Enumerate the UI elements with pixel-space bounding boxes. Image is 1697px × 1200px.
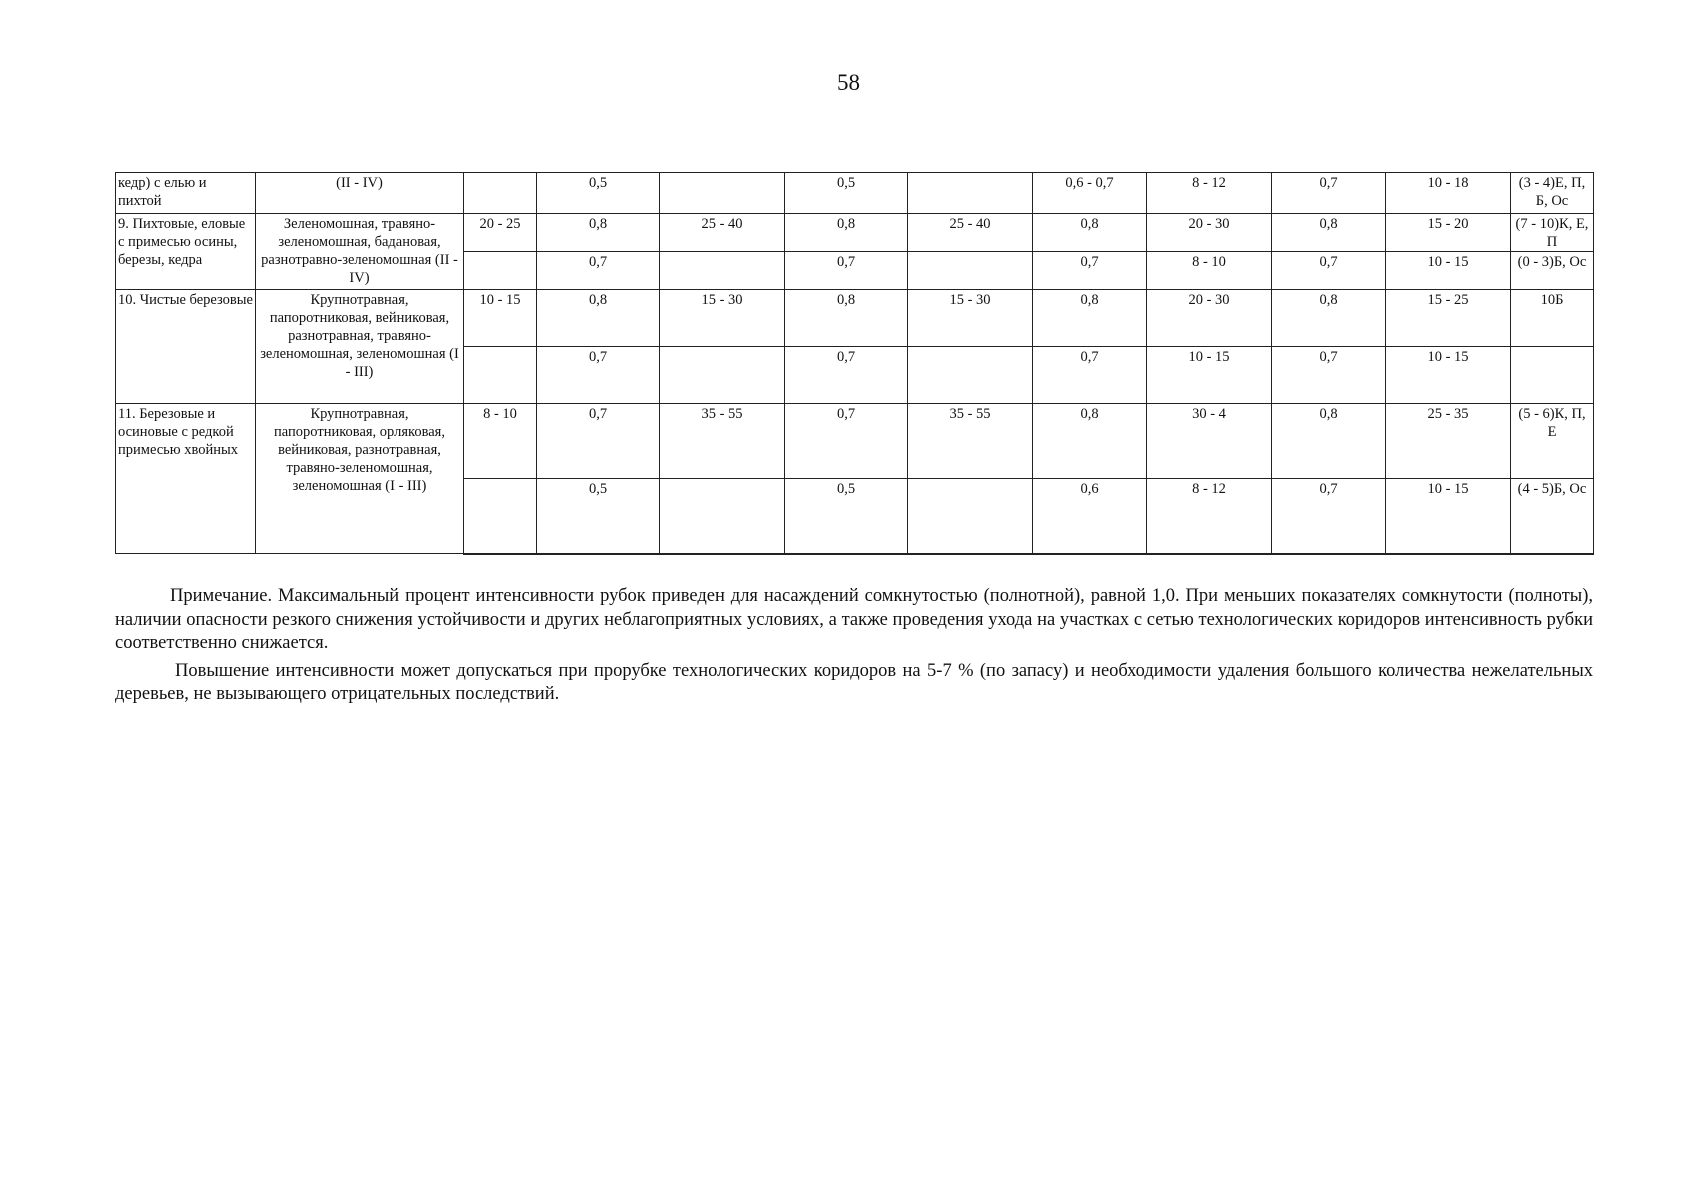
table-cell: 10 - 18 bbox=[1386, 173, 1511, 214]
table-cell: 8 - 10 bbox=[1147, 252, 1272, 290]
table-cell bbox=[660, 252, 785, 290]
table-cell: 8 - 12 bbox=[1147, 173, 1272, 214]
table-cell: 0,7 bbox=[1272, 173, 1386, 214]
table-cell: 10 - 15 bbox=[1386, 347, 1511, 404]
table-cell: 0,7 bbox=[537, 404, 660, 479]
table-cell: 0,8 bbox=[1033, 214, 1147, 252]
table-cell: (0 - 3)Б, Ос bbox=[1511, 252, 1594, 290]
page-number: 58 bbox=[837, 70, 860, 95]
table-cell bbox=[1511, 347, 1594, 404]
table-cell: 25 - 40 bbox=[908, 214, 1033, 252]
table-cell: 0,7 bbox=[785, 347, 908, 404]
table-row bbox=[116, 290, 1594, 347]
table-cell: 20 - 30 bbox=[1147, 214, 1272, 252]
table-cell: 0,5 bbox=[537, 173, 660, 214]
table-cell bbox=[660, 347, 785, 404]
table-cell: 0,8 bbox=[537, 214, 660, 252]
table-note bbox=[115, 585, 1593, 711]
table-cell: 0,8 bbox=[785, 290, 908, 347]
forest-thinning-table bbox=[115, 172, 1594, 555]
table-cell: 10. Чистые березовые bbox=[116, 290, 256, 404]
table-cell: 25 - 40 bbox=[660, 214, 785, 252]
table-cell: 10 - 15 bbox=[1147, 347, 1272, 404]
table-cell: 0,7 bbox=[537, 347, 660, 404]
table-row bbox=[116, 214, 1594, 252]
table-cell: 0,5 bbox=[537, 479, 660, 554]
table-cell: 0,7 bbox=[1033, 347, 1147, 404]
table-cell: 0,7 bbox=[1272, 252, 1386, 290]
table-cell: 8 - 12 bbox=[1147, 479, 1272, 554]
table-cell: 0,6 bbox=[1033, 479, 1147, 554]
table-cell: 9. Пихтовые, еловые с примесью осины, березы, кедра bbox=[116, 214, 256, 290]
table-cell bbox=[908, 252, 1033, 290]
table-cell: 35 - 55 bbox=[660, 404, 785, 479]
table-cell bbox=[464, 252, 537, 290]
table-cell: 8 - 10 bbox=[464, 404, 537, 479]
table-cell: 0,6 - 0,7 bbox=[1033, 173, 1147, 214]
table-cell: 10 - 15 bbox=[1386, 252, 1511, 290]
table-cell: 15 - 30 bbox=[660, 290, 785, 347]
table-cell: (3 - 4)Е, П, Б, Ос bbox=[1511, 173, 1594, 214]
table-cell bbox=[908, 173, 1033, 214]
note-paragraph: Примечание. Максимальный процент интенсивности рубок приведен для насаждений сомкнутостью (полнотной), равной 1,0. При меньших показателях сомкнутости (полноты), наличии опасности резкого снижения устойчивости и других неблагоприятных условиях, а также проведения ухода на участках с сетью технологических коридоров интенсивность рубки соответственно снижается. bbox=[115, 586, 1593, 653]
table-cell: 10Б bbox=[1511, 290, 1594, 347]
table-cell: (II - IV) bbox=[256, 173, 464, 214]
table-cell: 0,8 bbox=[1272, 290, 1386, 347]
table-cell: 0,7 bbox=[785, 404, 908, 479]
table-cell: Крупнотравная, папоротниковая, вейниковая, разнотравная, травяно-зеленомошная, зеленомошная (I - III) bbox=[256, 290, 464, 404]
table-cell: Зеленомошная, травяно-зеленомошная, бадановая, разнотравно-зеленомошная (II - IV) bbox=[256, 214, 464, 290]
table-cell: 0,7 bbox=[1272, 347, 1386, 404]
table-cell bbox=[660, 173, 785, 214]
table-cell bbox=[660, 479, 785, 554]
table-cell: 0,8 bbox=[1033, 404, 1147, 479]
table-cell: 0,7 bbox=[537, 252, 660, 290]
table-cell bbox=[464, 347, 537, 404]
table-cell: 15 - 20 bbox=[1386, 214, 1511, 252]
table-cell bbox=[908, 479, 1033, 554]
table-cell: 10 - 15 bbox=[1386, 479, 1511, 554]
table-cell: 11. Березовые и осиновые с редкой примесью хвойных bbox=[116, 404, 256, 554]
table-cell: 0,7 bbox=[1272, 479, 1386, 554]
table-cell: 0,8 bbox=[537, 290, 660, 347]
table-cell: (7 - 10)К, Е, П bbox=[1511, 214, 1594, 252]
table-cell: 0,8 bbox=[1272, 214, 1386, 252]
table-cell: 25 - 35 bbox=[1386, 404, 1511, 479]
table-cell: 35 - 55 bbox=[908, 404, 1033, 479]
table-row bbox=[116, 173, 1594, 214]
table-cell: Крупнотравная, папоротниковая, орляковая, вейниковая, разнотравная, травяно-зеленомошная, зеленомошная (I - III) bbox=[256, 404, 464, 554]
table-cell: 0,5 bbox=[785, 479, 908, 554]
table-cell: 0,8 bbox=[1272, 404, 1386, 479]
table-cell: 10 - 15 bbox=[464, 290, 537, 347]
table-cell: 15 - 25 bbox=[1386, 290, 1511, 347]
table-cell: (5 - 6)К, П, Е bbox=[1511, 404, 1594, 479]
table-cell: 0,5 bbox=[785, 173, 908, 214]
note-paragraph: Повышение интенсивности может допускаться при прорубке технологических коридоров на 5-7 % (по запасу) и необходимости удаления большого количества нежелательных деревьев, не вызывающего отрицательных последствий. bbox=[115, 660, 1593, 704]
table-cell: 0,8 bbox=[785, 214, 908, 252]
table-cell: кедр) с елью и пихтой bbox=[116, 173, 256, 214]
table-row bbox=[116, 404, 1594, 479]
table-cell: 20 - 30 bbox=[1147, 290, 1272, 347]
table-cell: 0,7 bbox=[1033, 252, 1147, 290]
table-cell: 0,8 bbox=[1033, 290, 1147, 347]
table-cell: 0,7 bbox=[785, 252, 908, 290]
table-cell bbox=[908, 347, 1033, 404]
table-cell: (4 - 5)Б, Ос bbox=[1511, 479, 1594, 554]
table-cell: 15 - 30 bbox=[908, 290, 1033, 347]
table-cell bbox=[464, 173, 537, 214]
table-cell: 30 - 4 bbox=[1147, 404, 1272, 479]
table-cell bbox=[464, 479, 537, 554]
table-cell: 20 - 25 bbox=[464, 214, 537, 252]
